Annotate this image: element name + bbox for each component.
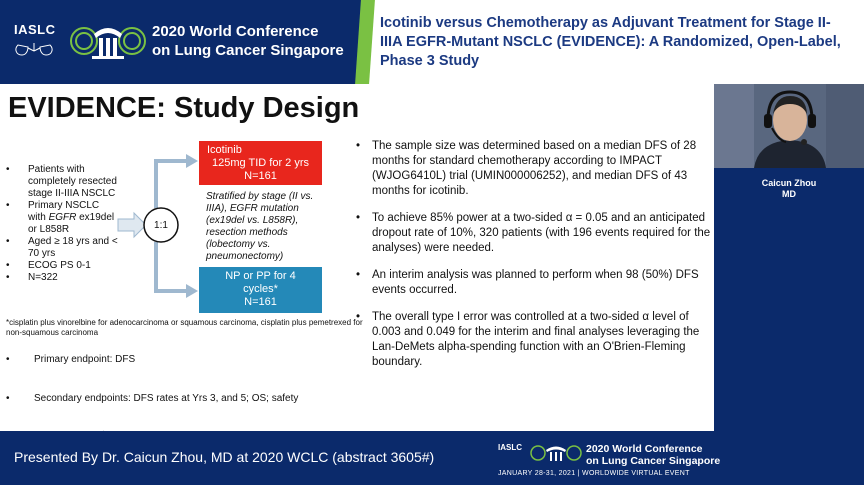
secondary-endpoints: • Secondary endpoints: DFS rates at Yrs 3, and 5; OS; safety — [6, 393, 366, 405]
footer-event-dates: JANUARY 28-31, 2021 | WORLDWIDE VIRTUAL EVENT — [498, 470, 690, 477]
arm-bottom-line2: cycles* — [243, 283, 278, 295]
conference-title-line1: 2020 World Conference — [152, 23, 319, 40]
study-title: Icotinib versus Chemotherapy as Adjuvant Treatment for Stage II-IIIA EGFR-Mutant NSCLC (EVIDENCE): A Randomized, Open-Label, Phase 3 Study — [380, 15, 841, 69]
header-banner — [0, 0, 864, 84]
arm-chemo-box — [199, 267, 322, 313]
list-item: • Patients with completely resected stage II-IIIA NSCLC — [6, 164, 118, 200]
randomization-ratio: 1:1 — [154, 220, 168, 231]
speaker-avatar — [714, 84, 864, 168]
stratification-note: Stratified by stage (II vs. IIIA), EGFR mutation (ex19del vs. L858R), resection methods (lobectomy vs. pneumonectomy) — [206, 191, 314, 262]
design-details-list — [356, 139, 712, 382]
speaker-name-text: Caicun Zhou — [761, 178, 817, 188]
conference-title-line2: on Lung Cancer Singapore — [152, 42, 344, 59]
primary-endpoint: • Primary endpoint: DFS — [6, 354, 366, 366]
endpoints-list — [6, 354, 366, 404]
presented-by: Presented By Dr. Caicun Zhou, MD at 2020 WCLC (abstract 3605#) — [14, 449, 435, 465]
entry-arrow — [118, 213, 146, 237]
speaker-degree: MD — [782, 189, 796, 199]
arm-top-line3: N=161 — [244, 170, 277, 182]
list-item: • Primary NSCLC with EGFR ex19del or L858R — [6, 200, 118, 236]
footer-conference-title — [586, 443, 720, 467]
list-item: • Aged ≥ 18 yrs and < 70 yrs — [6, 236, 118, 260]
arm-bottom-line3: N=161 — [244, 296, 277, 308]
arm-bottom-arrowhead — [186, 284, 198, 298]
footer-iaslc-logo: IASLC — [498, 443, 522, 452]
arm-icotinib-box — [199, 141, 322, 185]
list-item: • The overall type I error was controlled at a two-sided α level of 0.003 and 0.049 for the interim and final analyses leveraging the Lan-DeMets alpha-spending function with an O'Brien-Fleming boundary. — [356, 310, 712, 370]
speaker-panel — [714, 84, 864, 431]
iaslc-logo — [14, 22, 56, 57]
arm-top-arrowhead — [186, 154, 198, 168]
iaslc-logo-text: IASLC — [14, 22, 56, 37]
conference-title — [152, 22, 344, 60]
list-item: • The sample size was determined based on a median DFS of 28 months for standard chemotherapy according to IMPACT (WJOG6410L) trial (UMIN000006252), and median DFS of 43 months for icotinib. — [356, 139, 712, 199]
arm-bottom-connector — [156, 242, 186, 291]
list-item: • To achieve 85% power at a two-sided α = 0.05 and an anticipated dropout rate of 10%, 320 patients (with 196 events required for the analyses) were needed. — [356, 211, 712, 256]
lungs-icon — [14, 43, 54, 57]
list-item: • N=322 — [6, 272, 118, 284]
footer-skyline-logo — [530, 441, 582, 465]
speaker-name — [714, 178, 864, 200]
singapore-skyline-logo — [68, 16, 148, 66]
arm-bottom-line1: NP or PP for 4 — [225, 270, 296, 282]
slide-content — [0, 84, 714, 431]
list-item: • An interim analysis was planned to perform when 98 (50%) DFS events occurred. — [356, 268, 712, 298]
arm-top-line1: Icotinib — [207, 144, 242, 156]
footer-conference-line1: 2020 World Conference — [586, 443, 703, 455]
chemo-footnote: *cisplatin plus vinorelbine for adenocarcinoma or squamous carcinoma, cisplatin plus pemetrexed for non-squamous carcinoma — [6, 318, 363, 337]
slide-title: EVIDENCE: Study Design — [8, 92, 360, 124]
arm-top-line2: 125mg TID for 2 yrs — [212, 157, 309, 169]
speaker-video — [714, 84, 864, 168]
list-item: • ECOG PS 0-1 — [6, 260, 118, 272]
arm-top-connector — [156, 161, 186, 208]
footer-conference-line2: on Lung Cancer Singapore — [586, 455, 721, 467]
